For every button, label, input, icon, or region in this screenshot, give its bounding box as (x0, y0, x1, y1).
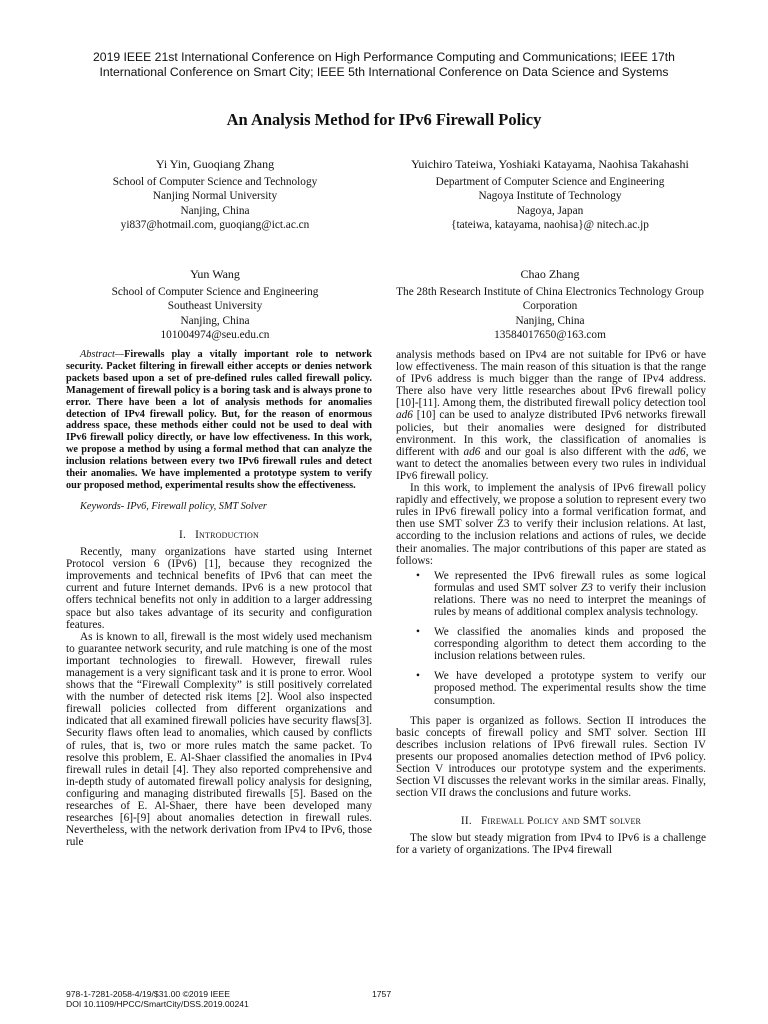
paper-title: An Analysis Method for IPv6 Firewall Policy (226, 110, 542, 129)
doi-line: DOI 10.1109/HPCC/SmartCity/DSS.2019.00241 (66, 999, 249, 1009)
author-affiliation: The 28th Research Institute of China Electronics Technology Group Corporation (396, 285, 704, 313)
conference-line-1: 2019 IEEE 21st International Conference on High Performance Computing and Communications; IEEE 17th (93, 50, 675, 64)
paragraph: Recently, many organizations have started using Internet Protocol version 6 (IPv6) [1], because they recognized the improvements and technical benefits of IPv6 that can meet the current and future Internet demands. IPv6 is a new protocol that offers technical benefits not only in addition to a larger addressing space but also takes advantage of its security and configuration features. (66, 546, 372, 631)
page-number: 1757 (372, 989, 392, 999)
author-email: 101004974@seu.edu.cn (160, 329, 270, 342)
author-block-3 (50, 267, 380, 343)
bullet-icon: • (416, 569, 420, 582)
author-location: Nanjing, China (180, 314, 250, 327)
author-block-1 (50, 157, 380, 233)
contribution-list (396, 570, 706, 707)
paragraph: analysis methods based on IPv4 are not suitable for IPv6 or have low effectiveness. The main reason of this situation is that the range of IPv6 address is much bigger than the range of IPv4 address. There also have very little researches about IPv6 firewall policy [10]-[11]. Among them, the distributed firewall policy detection tool ad6 [10] can be used to analyze distributed IPv6 networks firewall policies, but their anomalies were designed for distributed environment. In this work, the classification of anomalies is different with ad6 and our goal is also different with the ad6, we want to detect the anomalies between every two rules in individual IPv6 firewall policy. (396, 349, 707, 482)
bullet-icon: • (416, 626, 420, 639)
keywords: Keywords- IPv6, Firewall policy, SMT Solver (80, 500, 267, 512)
author-email: {tateiwa, katayama, naohisa}@ nitech.ac.jp (451, 219, 649, 232)
author-affiliation: Nanjing Normal University (152, 190, 278, 203)
author-location: Nanjing, China (515, 314, 585, 327)
footer-identifiers (66, 989, 249, 1009)
list-item: • We have developed a prototype system to verify our proposed method. The experimental results show the time consumption. (416, 670, 706, 707)
author-location: Nanjing, China (180, 204, 250, 217)
section-heading-introduction: I. Introduction (178, 528, 259, 541)
author-location: Nagoya, Japan (516, 204, 584, 217)
author-name: Chao Zhang (520, 267, 580, 281)
list-item: • We represented the IPv6 firewall rules as some logical formulas and used SMT solver Z3 to verify their inclusion relations. There was no need to interpret the meanings of rules by means of additional complex analysis technology. (416, 569, 707, 618)
author-name: Yi Yin, Guoqiang Zhang (155, 157, 275, 171)
abstract-text: Firewalls play a vitally important role to network security. Packet filtering in firewall either accepts or denies network packets based upon a set of pre-defined rules called firewall policy. Management of firewall policy is a boring task and is always prone to error. There have been a lot of analysis methods for anomalies detection of IPv4 firewall policy. But, for the reason of enormous address space, these methods either could not be used to deal with IPv6 firewall policy directly, or have low effectiveness. In this work, we propose a method by using a formal method that can analyze the inclusion relations between every two IPv6 firewall rules and detect their anomalies. We have implemented a prototype system to verify our proposed method, experimental results show the effectiveness. (66, 349, 372, 491)
section-heading-firewall-policy: II. Firewall Policy and SMT solver (460, 815, 642, 828)
author-affiliation: Department of Computer Science and Engineering (435, 175, 665, 188)
list-item: • We classified the anomalies kinds and proposed the corresponding algorithm to detect them according to the inclusion relations between rules. (416, 626, 706, 663)
paragraph: In this work, to implement the analysis of IPv6 firewall policy rapidly and effectively, we propose a solution to represent every two rules in IPv6 firewall policy into a formal verification format, and then use SMT solver Z3 to verify their inclusion relations. At last, according to the inclusion relations and actions of rules, we decide their anomalies. The major contributions of this paper are stated as follows: (396, 482, 706, 567)
abstract: Abstract—Firewalls play a vitally important role to network security. Packet filtering in firewall either accepts or denies network packets based upon a set of pre-defined rules called firewall policy. Management of firewall policy is a boring task and is always prone to error. There have been a lot of analysis methods for anomalies detection of IPv4 firewall policy. But, for the reason of enormous address space, these methods either could not be used to deal with IPv6 firewall policy directly, or have low effectiveness. In this work, we propose a method by using a formal method that can analyze the inclusion relations between every two IPv6 firewall rules and detect their anomalies. We have implemented a prototype system to verify our proposed method, experimental results show the effectiveness. (66, 349, 372, 491)
right-column (396, 349, 706, 857)
paragraph: The slow but steady migration from IPv4 to IPv6 is a challenge for a variety of organizations. The IPv4 firewall (396, 832, 706, 857)
abstract-label: Abstract (80, 349, 115, 360)
author-affiliation: School of Computer Science and Technology (112, 175, 318, 188)
author-email: 13584017650@163.com (494, 329, 606, 342)
author-affiliation: Nagoya Institute of Technology (478, 190, 622, 203)
bullet-icon: • (416, 670, 420, 683)
paragraph: As is known to all, firewall is the most widely used mechanism to guarantee network security, and rule matching is one of the most important technologies to firewall. However, firewall rules management is a very significant task and it is prone to error. Wool shows that the “Firewall Complexity” is still positively correlated with the number of detected risk items [2]. Wool also inspected firewall policies collected from different organizations and indicated that all examined firewall policies have security flaws[3]. Security flaws often lead to anomalies, which caused by conflicts of rules, that is, two or more rules match the same packet. To resolve this problem, E. Al-Shaer classified the anomalies in IPv4 firewall rules in detail [4]. They also reported comprehensive and in-depth study of automated firewall policy analysis for designing, configuring and managing distributed firewalls [5]. Based on the researches of E. Al-Shaer, there have been developed many researches [6]-[9] about anomalies detection in firewall rules. Nevertheless, with the network derivation from IPv4 to IPv6, those rule (66, 630, 372, 849)
isbn-line: 978-1-7281-2058-4/19/$31.00 ©2019 IEEE (66, 989, 231, 999)
author-affiliation: Southeast University (167, 300, 263, 313)
paragraph: This paper is organized as follows. Section II introduces the basic concepts of firewall policy and SMT solver. Section III describes inclusion relations of IPv6 firewall rules. Section IV presents our proposed anomalies detection method of IPv6 policy. Section V introduces our prototype system and the experiments. Section VI discusses the relevant works in the similar areas. Finally, section VII draws the conclusions and future works. (396, 714, 706, 800)
author-block-4 (385, 267, 715, 343)
author-name: Yuichiro Tateiwa, Yoshiaki Katayama, Naohisa Takahashi (411, 157, 689, 171)
author-block-2 (385, 157, 715, 233)
conference-line-2: International Conference on Smart City; IEEE 5th International Conference on Data Science and Systems (99, 64, 669, 79)
author-affiliation: School of Computer Science and Engineering (111, 285, 319, 298)
conference-header (40, 50, 728, 79)
author-email: yi837@hotmail.com, guoqiang@ict.ac.cn (120, 219, 310, 232)
author-name: Yun Wang (190, 267, 240, 281)
left-column (66, 349, 372, 848)
